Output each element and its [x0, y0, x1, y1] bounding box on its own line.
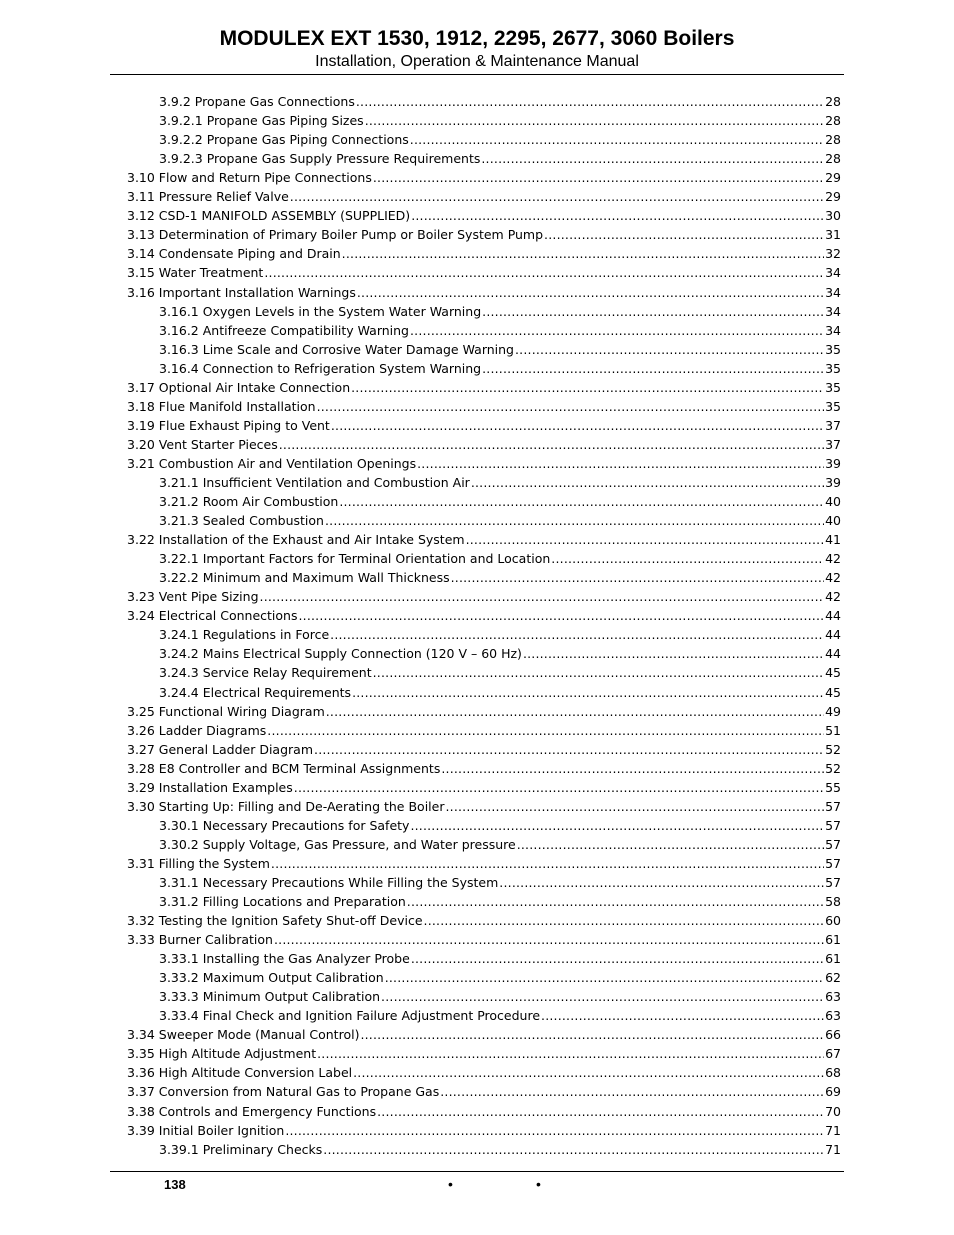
toc-entry-page: 35: [825, 398, 841, 414]
toc-entry-page: 37: [825, 417, 841, 433]
toc-entry[interactable]: [127, 871, 841, 890]
toc-entry-page: 58: [825, 894, 841, 910]
toc-entry-title: 3.22.2 Minimum and Maximum Wall Thickness: [159, 570, 450, 586]
toc-entry-page: 57: [825, 874, 841, 890]
toc-entry-title: 3.21.2 Room Air Combustion: [159, 494, 339, 510]
toc-entry[interactable]: [127, 604, 841, 623]
toc-entry-page: 71: [825, 1122, 841, 1138]
toc-entry[interactable]: [127, 1023, 841, 1042]
toc-entry-page: 44: [825, 646, 841, 662]
toc-entry-title: 3.34 Sweeper Mode (Manual Control): [127, 1027, 360, 1043]
toc-dot-leader: [331, 418, 824, 433]
toc-entry-page: 29: [825, 189, 841, 205]
toc-entry-page: 40: [825, 513, 841, 529]
toc-entry[interactable]: [127, 280, 841, 299]
toc-dot-leader: [551, 551, 824, 566]
toc-dot-leader: [285, 1123, 824, 1138]
toc-dot-leader: [279, 437, 824, 452]
toc-entry-title: 3.14 Condensate Piping and Drain: [127, 246, 341, 262]
toc-entry-page: 42: [825, 551, 841, 567]
toc-entry-title: 3.13 Determination of Primary Boiler Pump or Boiler System Pump: [127, 227, 544, 243]
toc-entry-title: 3.24.2 Mains Electrical Supply Connection (120 V – 60 Hz): [159, 646, 522, 662]
toc-dot-leader: [373, 665, 824, 680]
toc-entry-page: 44: [825, 608, 841, 624]
toc-entry-page: 67: [825, 1046, 841, 1062]
toc-dot-leader: [499, 875, 824, 890]
toc-entry[interactable]: [127, 833, 841, 852]
toc-entry[interactable]: [127, 509, 841, 528]
toc-entry-page: 63: [825, 989, 841, 1005]
toc-entry-page: 29: [825, 170, 841, 186]
toc-entry-title: 3.16 Important Installation Warnings: [127, 284, 356, 300]
toc-entry[interactable]: [127, 1042, 841, 1061]
toc-entry-title: 3.16.3 Lime Scale and Corrosive Water Damage Warning: [159, 341, 514, 357]
toc-entry-title: 3.30.1 Necessary Precautions for Safety: [159, 817, 410, 833]
toc-entry[interactable]: [127, 642, 841, 661]
toc-entry[interactable]: [127, 661, 841, 680]
footer-divider: [110, 1171, 844, 1172]
toc-dot-leader: [410, 323, 824, 338]
toc-entry[interactable]: [127, 585, 841, 604]
toc-entry-title: 3.11 Pressure Relief Valve: [127, 189, 289, 205]
toc-entry[interactable]: [127, 680, 841, 699]
toc-entry-title: 3.24 Electrical Connections: [127, 608, 298, 624]
toc-entry[interactable]: [127, 319, 841, 338]
toc-entry-page: 57: [825, 798, 841, 814]
toc-entry-page: 40: [825, 494, 841, 510]
toc-entry-page: 70: [825, 1103, 841, 1119]
toc-entry[interactable]: [127, 395, 841, 414]
toc-dot-leader: [317, 399, 825, 414]
toc-entry-title: 3.39 Initial Boiler Ignition: [127, 1122, 285, 1138]
toc-entry[interactable]: [127, 547, 841, 566]
toc-entry[interactable]: [127, 966, 841, 985]
toc-entry[interactable]: [127, 185, 841, 204]
toc-dot-leader: [440, 1084, 824, 1099]
toc-entry-title: 3.23 Vent Pipe Sizing: [127, 589, 259, 605]
toc-dot-leader: [451, 570, 824, 585]
footer-bullet: •: [536, 1176, 541, 1192]
toc-entry-page: 30: [825, 208, 841, 224]
toc-entry[interactable]: [127, 300, 841, 319]
toc-entry-page: 55: [825, 779, 841, 795]
toc-entry-title: 3.22 Installation of the Exhaust and Air Intake System: [127, 532, 465, 548]
toc-entry-page: 57: [825, 817, 841, 833]
toc-entry-title: 3.25 Functional Wiring Diagram: [127, 703, 325, 719]
toc-dot-leader: [352, 685, 824, 700]
toc-entry[interactable]: [127, 452, 841, 471]
toc-entry-page: 39: [825, 474, 841, 490]
toc-entry-page: 69: [825, 1084, 841, 1100]
toc-entry[interactable]: [127, 1138, 841, 1157]
toc-entry[interactable]: [127, 776, 841, 795]
toc-entry-page: 63: [825, 1008, 841, 1024]
toc-entry-page: 32: [825, 246, 841, 262]
toc-entry[interactable]: [127, 795, 841, 814]
toc-entry[interactable]: [127, 757, 841, 776]
toc-dot-leader: [407, 894, 824, 909]
toc-entry-title: 3.12 CSD-1 MANIFOLD ASSEMBLY (SUPPLIED): [127, 208, 411, 224]
toc-entry[interactable]: [127, 414, 841, 433]
toc-entry-title: 3.36 High Altitude Conversion Label: [127, 1065, 353, 1081]
toc-entry-title: 3.35 High Altitude Adjustment: [127, 1046, 317, 1062]
toc-entry[interactable]: [127, 376, 841, 395]
toc-entry-title: 3.9.2.3 Propane Gas Supply Pressure Requirements: [159, 151, 481, 167]
toc-dot-leader: [411, 208, 824, 223]
toc-entry-page: 39: [825, 455, 841, 471]
toc-dot-leader: [260, 589, 825, 604]
toc-entry[interactable]: [127, 90, 841, 109]
toc-entry-page: 51: [825, 722, 841, 738]
toc-entry[interactable]: [127, 1004, 841, 1023]
toc-entry-title: 3.33 Burner Calibration: [127, 932, 273, 948]
toc-entry-title: 3.39.1 Preliminary Checks: [159, 1141, 323, 1157]
toc-entry[interactable]: [127, 357, 841, 376]
toc-dot-leader: [290, 189, 824, 204]
footer-page-number: 138: [164, 1177, 186, 1192]
toc-entry-title: 3.33.2 Maximum Output Calibration: [159, 970, 384, 986]
page-header: [110, 26, 844, 72]
toc-entry-title: 3.32 Testing the Ignition Safety Shut-off Device: [127, 913, 423, 929]
toc-entry-title: 3.15 Water Treatment: [127, 265, 264, 281]
toc-dot-leader: [377, 1104, 824, 1119]
toc-entry-page: 34: [825, 322, 841, 338]
toc-dot-leader: [410, 132, 824, 147]
toc-entry-title: 3.9.2.1 Propane Gas Piping Sizes: [159, 113, 364, 129]
toc-dot-leader: [314, 742, 824, 757]
toc-entry-title: 3.21.3 Sealed Combustion: [159, 513, 324, 529]
table-of-contents: [127, 90, 841, 1157]
toc-entry-page: 35: [825, 379, 841, 395]
toc-entry-title: 3.16.2 Antifreeze Compatibility Warning: [159, 322, 409, 338]
toc-dot-leader: [441, 761, 824, 776]
toc-entry[interactable]: [127, 566, 841, 585]
toc-entry[interactable]: [127, 947, 841, 966]
toc-entry-page: 31: [825, 227, 841, 243]
toc-entry-page: 52: [825, 760, 841, 776]
toc-dot-leader: [482, 361, 824, 376]
toc-entry[interactable]: [127, 147, 841, 166]
toc-dot-leader: [515, 342, 824, 357]
toc-entry[interactable]: [127, 623, 841, 642]
toc-dot-leader: [410, 818, 824, 833]
toc-entry-title: 3.37 Conversion from Natural Gas to Propane Gas: [127, 1084, 440, 1100]
toc-entry[interactable]: [127, 433, 841, 452]
toc-entry-title: 3.31.2 Filling Locations and Preparation: [159, 894, 406, 910]
toc-entry-page: 45: [825, 665, 841, 681]
toc-entry-title: 3.21 Combustion Air and Ventilation Openings: [127, 455, 417, 471]
toc-entry[interactable]: [127, 338, 841, 357]
toc-dot-leader: [417, 456, 824, 471]
toc-entry[interactable]: [127, 128, 841, 147]
toc-entry-title: 3.9.2.2 Propane Gas Piping Connections: [159, 132, 409, 148]
toc-entry-page: 61: [825, 951, 841, 967]
toc-entry[interactable]: [127, 985, 841, 1004]
toc-dot-leader: [323, 1142, 824, 1157]
toc-entry-title: 3.17 Optional Air Intake Connection: [127, 379, 351, 395]
toc-entry-page: 57: [825, 855, 841, 871]
toc-entry[interactable]: [127, 471, 841, 490]
document-subtitle: Installation, Operation & Maintenance Manual: [315, 53, 639, 70]
toc-entry[interactable]: [127, 261, 841, 280]
toc-dot-leader: [466, 532, 825, 547]
toc-dot-leader: [541, 1008, 824, 1023]
toc-entry-page: 66: [825, 1027, 841, 1043]
toc-entry[interactable]: [127, 1061, 841, 1080]
toc-entry-page: 28: [825, 132, 841, 148]
toc-dot-leader: [274, 932, 824, 947]
toc-dot-leader: [517, 837, 824, 852]
toc-dot-leader: [544, 227, 824, 242]
toc-entry-title: 3.19 Flue Exhaust Piping to Vent: [127, 417, 330, 433]
toc-entry-title: 3.33.1 Installing the Gas Analyzer Probe: [159, 951, 410, 967]
toc-entry-title: 3.31.1 Necessary Precautions While Filling the System: [159, 874, 499, 890]
toc-entry-page: 62: [825, 970, 841, 986]
toc-entry-page: 44: [825, 627, 841, 643]
toc-entry-page: 42: [825, 570, 841, 586]
toc-entry-title: 3.24.1 Regulations in Force: [159, 627, 330, 643]
toc-entry-page: 41: [825, 532, 841, 548]
document-title: MODULEX EXT 1530, 1912, 2295, 2677, 3060 Boilers: [219, 27, 735, 50]
toc-entry-page: 34: [825, 265, 841, 281]
toc-entry-title: 3.20 Vent Starter Pieces: [127, 436, 278, 452]
toc-entry-page: 71: [825, 1141, 841, 1157]
toc-dot-leader: [373, 170, 824, 185]
toc-entry-page: 60: [825, 913, 841, 929]
toc-entry-page: 61: [825, 932, 841, 948]
toc-entry[interactable]: [127, 814, 841, 833]
toc-entry[interactable]: [127, 1119, 841, 1138]
toc-dot-leader: [351, 380, 824, 395]
toc-dot-leader: [411, 951, 824, 966]
toc-entry[interactable]: [127, 1080, 841, 1099]
toc-dot-leader: [481, 151, 824, 166]
toc-entry[interactable]: [127, 490, 841, 509]
toc-entry[interactable]: [127, 109, 841, 128]
toc-entry-title: 3.33.4 Final Check and Ignition Failure Adjustment Procedure: [159, 1008, 541, 1024]
toc-entry-title: 3.30 Starting Up: Filling and De-Aerating the Boiler: [127, 798, 445, 814]
toc-entry[interactable]: [127, 738, 841, 757]
toc-entry-title: 3.21.1 Insufficient Ventilation and Combustion Air: [159, 474, 470, 490]
toc-dot-leader: [482, 304, 824, 319]
toc-entry-page: 34: [825, 303, 841, 319]
toc-entry-page: 42: [825, 589, 841, 605]
toc-dot-leader: [365, 113, 824, 128]
toc-dot-leader: [445, 799, 824, 814]
toc-entry-title: 3.16.4 Connection to Refrigeration System Warning: [159, 360, 482, 376]
toc-dot-leader: [523, 646, 824, 661]
toc-entry-title: 3.28 E8 Controller and BCM Terminal Assignments: [127, 760, 441, 776]
toc-dot-leader: [356, 94, 824, 109]
toc-entry-title: 3.24.3 Service Relay Requirement: [159, 665, 372, 681]
toc-entry-page: 37: [825, 436, 841, 452]
toc-dot-leader: [353, 1065, 824, 1080]
header-divider: [110, 74, 844, 75]
toc-entry-page: 57: [825, 836, 841, 852]
toc-entry-title: 3.22.1 Important Factors for Terminal Orientation and Location: [159, 551, 551, 567]
toc-dot-leader: [271, 856, 824, 871]
toc-dot-leader: [317, 1046, 824, 1061]
toc-entry-title: 3.24.4 Electrical Requirements: [159, 684, 352, 700]
toc-entry-title: 3.27 General Ladder Diagram: [127, 741, 314, 757]
toc-entry-page: 28: [825, 151, 841, 167]
toc-entry[interactable]: [127, 928, 841, 947]
toc-entry-title: 3.31 Filling the System: [127, 855, 270, 871]
toc-dot-leader: [360, 1027, 824, 1042]
toc-dot-leader: [381, 989, 824, 1004]
toc-entry[interactable]: [127, 166, 841, 185]
toc-entry[interactable]: [127, 528, 841, 547]
toc-dot-leader: [424, 913, 825, 928]
toc-dot-leader: [471, 475, 824, 490]
toc-entry[interactable]: [127, 719, 841, 738]
toc-entry-page: 49: [825, 703, 841, 719]
toc-entry-page: 28: [825, 94, 841, 110]
toc-entry-page: 35: [825, 360, 841, 376]
toc-entry[interactable]: [127, 909, 841, 928]
toc-entry[interactable]: [127, 852, 841, 871]
toc-entry-page: 35: [825, 341, 841, 357]
toc-entry-title: 3.10 Flow and Return Pipe Connections: [127, 170, 372, 186]
toc-entry-page: 34: [825, 284, 841, 300]
toc-entry-title: 3.18 Flue Manifold Installation: [127, 398, 316, 414]
toc-entry-page: 52: [825, 741, 841, 757]
toc-dot-leader: [298, 608, 824, 623]
toc-dot-leader: [385, 970, 824, 985]
toc-entry[interactable]: [127, 204, 841, 223]
toc-entry-page: 28: [825, 113, 841, 129]
toc-entry-title: 3.9.2 Propane Gas Connections: [159, 94, 355, 110]
toc-dot-leader: [342, 246, 824, 261]
toc-entry-title: 3.38 Controls and Emergency Functions: [127, 1103, 377, 1119]
toc-entry[interactable]: [127, 890, 841, 909]
toc-entry-title: 3.29 Installation Examples: [127, 779, 293, 795]
toc-entry-title: 3.33.3 Minimum Output Calibration: [159, 989, 381, 1005]
toc-entry[interactable]: [127, 1099, 841, 1118]
toc-dot-leader: [325, 513, 824, 528]
toc-dot-leader: [326, 704, 824, 719]
toc-entry[interactable]: [127, 242, 841, 261]
toc-dot-leader: [267, 723, 824, 738]
toc-entry-page: 45: [825, 684, 841, 700]
toc-dot-leader: [339, 494, 824, 509]
toc-entry-title: 3.26 Ladder Diagrams: [127, 722, 267, 738]
toc-dot-leader: [357, 285, 824, 300]
toc-entry-title: 3.30.2 Supply Voltage, Gas Pressure, and Water pressure: [159, 836, 516, 852]
toc-entry-page: 68: [825, 1065, 841, 1081]
toc-entry[interactable]: [127, 223, 841, 242]
toc-entry-title: 3.16.1 Oxygen Levels in the System Water Warning: [159, 303, 482, 319]
footer-bullet: •: [448, 1176, 453, 1192]
toc-entry[interactable]: [127, 700, 841, 719]
toc-dot-leader: [330, 627, 824, 642]
toc-dot-leader: [294, 780, 824, 795]
toc-dot-leader: [264, 265, 824, 280]
